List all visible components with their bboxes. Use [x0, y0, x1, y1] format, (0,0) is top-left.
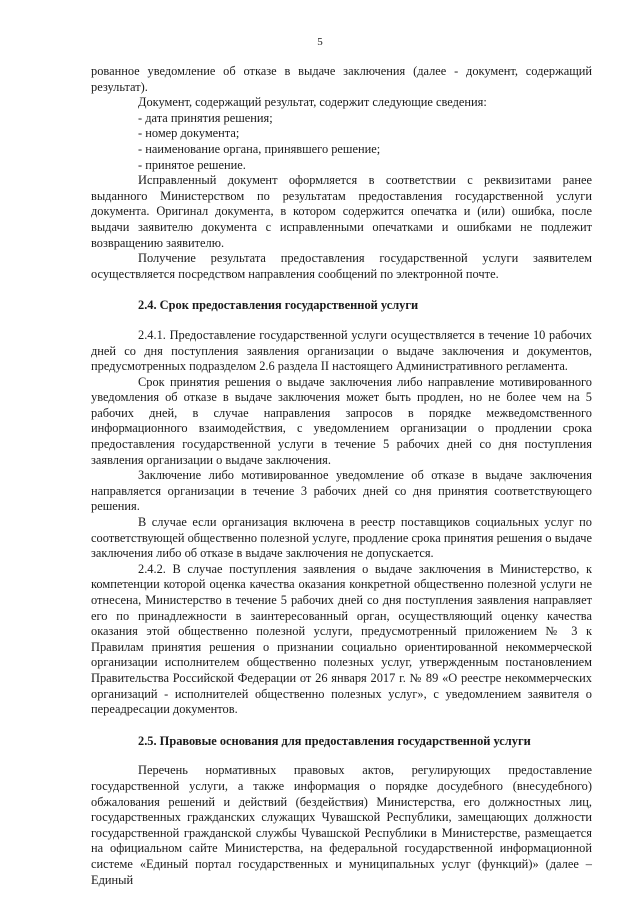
section-heading: 2.5. Правовые основания для предоставления государственной услуги	[138, 733, 531, 748]
paragraph: Заключение либо мотивированное уведомление об отказе в выдаче заключения направляется организации в течение 3 рабочих дней со дня принятия соответствующего решения.	[91, 468, 592, 514]
paragraph: Документ, содержащий результат, содержит следующие сведения:	[138, 95, 487, 110]
paragraph: Получение результата предоставления государственной услуги заявителем осуществляется посредством направления сообщений по электронной почте.	[91, 251, 592, 281]
section-heading: 2.4. Срок предоставления государственной услуги	[138, 298, 419, 313]
paragraph: рованное уведомление об отказе в выдаче заключения (далее - документ, содержащий результат).	[91, 64, 592, 94]
document-body	[91, 64, 592, 888]
paragraph: 2.4.2. В случае поступления заявления о выдаче заключения в Министерство, к компетенции которой оценка качества оказания конкретной общественно полезной услуги не отнесена, Министерство в течение 5 рабочих дней со дня поступления заявления направляет его по принадлежности в заинтересованный орган, осуществляющий оценку качества оказания этой общественно полезной услуги, предусмотренный приложением № 3 к Правилам принятия решения о признании социально ориентированной некоммерческой организации исполнителем общественно полезных услуг, утвержденным постановлением Правительства Российской Федерации от 26 января 2017 г. № 89 «О реестре некоммерческих организаций - исполнителей общественно полезных услуг», с уведомлением заявителя о переадресации документов.	[91, 561, 592, 717]
list-item: - принятое решение.	[138, 157, 246, 172]
paragraph: 2.4.1. Предоставление государственной услуги осуществляется в течение 10 рабочих дней со дня поступления заявления организации о выдаче заключения и документов, предусмотренных подразделом 2.6 раздела II настоящего Административного регламента.	[91, 327, 592, 374]
page-number: 5	[317, 36, 323, 48]
paragraph: Срок принятия решения о выдаче заключения либо направление мотивированного уведомления об отказе в выдаче заключения может быть продлен, но не более чем на 5 рабочих дней, в случае направления запросов в порядке межведомственного информационного взаимодействия, с уведомлением организации о продлении срока предоставления государственной услуги в течение 5 рабочих дней со дня поступления заявления организации о выдаче заключения.	[91, 374, 592, 467]
paragraph: Исправленный документ оформляется в соответствии с реквизитами ранее выданного Министерством по результатам предоставления государственной услуги документа. Оригинал документа, в котором содержится опечатка и (или) ошибка, после выдачи заявителю документа с исправленными опечатками и ошибками не подлежит возвращению заявителю.	[91, 173, 592, 250]
paragraph: Перечень нормативных правовых актов, регулирующих предоставление государственной услуги, а также информация о порядке досудебного (внесудебного) обжалования решений и действий (бездействия) Министерства, его должностных лиц, государственных гражданских служащих Чувашской Республики, замещающих должности государственной гражданской службы Чувашской Республики в Министерстве, размещается на официальном сайте Министерства, на федеральной государственной информационной системе «Единый портал государственных и муниципальных услуг (функций)» (далее – Единый	[91, 763, 592, 887]
list-item: - наименование органа, принявшего решение;	[138, 141, 381, 156]
list-item: - дата принятия решения;	[138, 110, 273, 125]
list-item: - номер документа;	[138, 126, 240, 141]
paragraph: В случае если организация включена в реестр поставщиков социальных услуг по соответствующей общественно полезной услуге, продление срока принятия решения о выдаче заключения либо об отказе в выдаче заключения не допускается.	[91, 515, 592, 561]
